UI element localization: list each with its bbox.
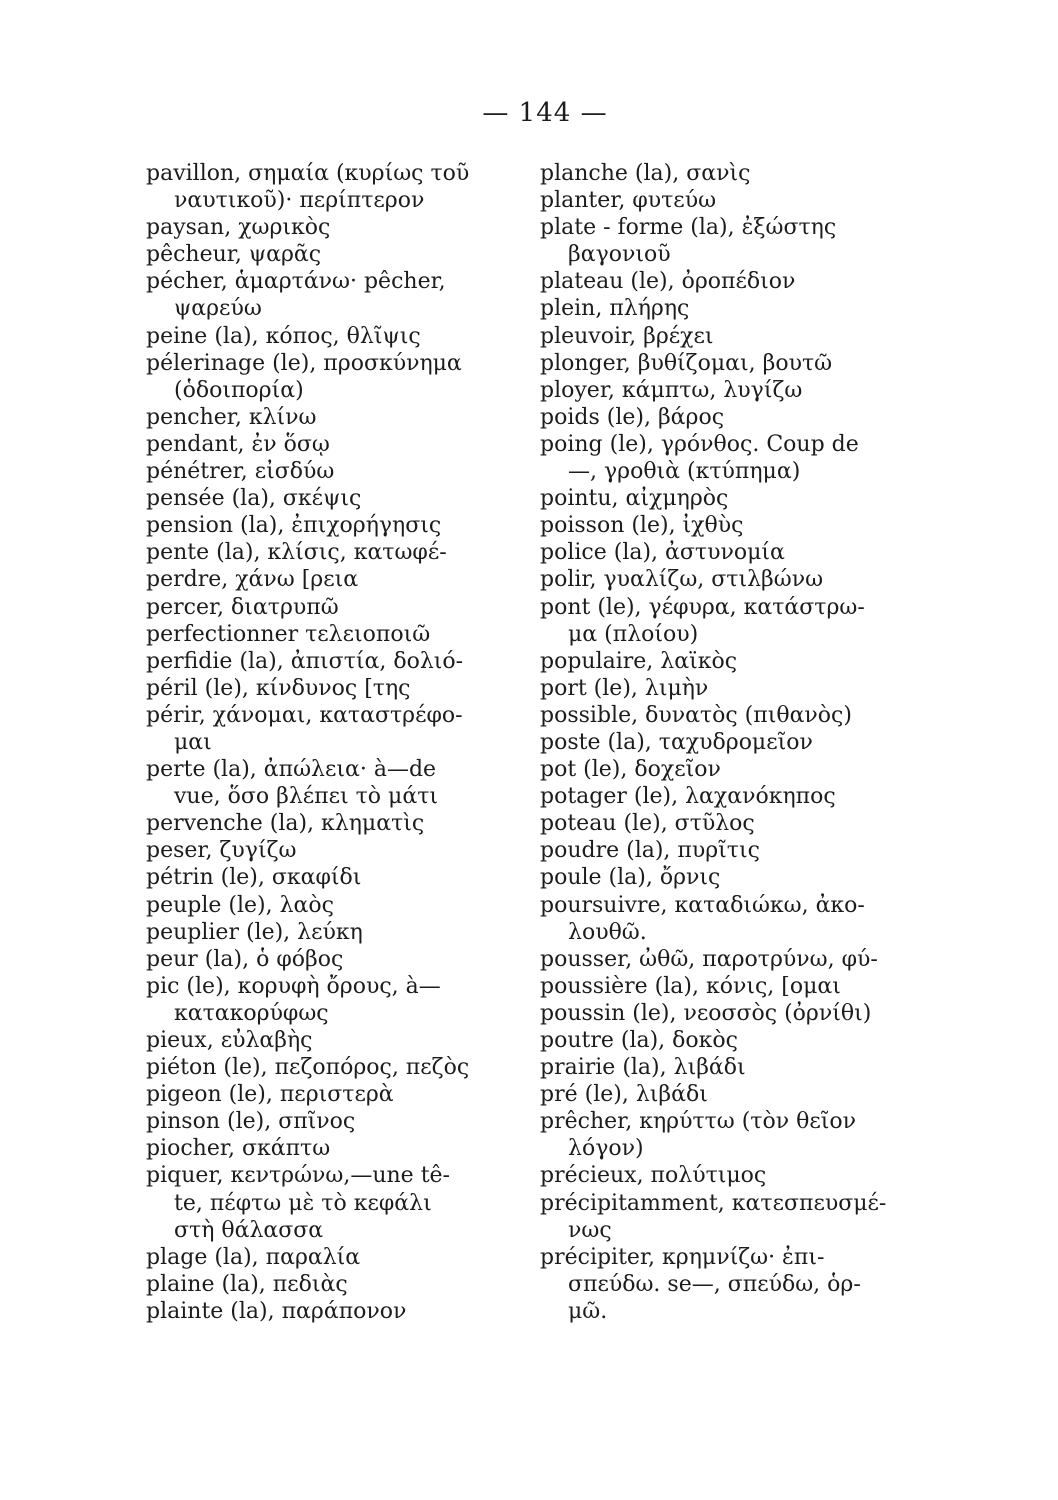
- entry-headline: pendant, ἐν ὅσῳ: [146, 431, 330, 457]
- left-column: [146, 160, 514, 1325]
- entry-headline: pinson (le), σπῖνος: [146, 1109, 356, 1135]
- dictionary-entry: [540, 187, 980, 214]
- entry-headline: pensée (la), σκέψις: [146, 486, 362, 512]
- dictionary-entry: [540, 892, 980, 946]
- entry-headline: plonger, βυθίζομαι, βουτῶ: [540, 350, 833, 376]
- entry-headline: port (le), λιμὴν: [540, 675, 709, 701]
- entry-headline: peuple (le), λαὸς: [146, 892, 334, 918]
- dictionary-entry: [146, 485, 514, 512]
- dictionary-entry: [146, 648, 514, 675]
- dictionary-entry: [146, 756, 514, 810]
- entry-headline: peuplier (le), λεύκη: [146, 919, 363, 945]
- entry-headline: pécher, ἁμαρτάνω· pêcher,: [146, 269, 446, 295]
- entry-headline: planter, φυτεύω: [540, 188, 717, 214]
- entry-headline: planche (la), σανὶς: [540, 161, 751, 186]
- entry-continuation: μῶ.: [568, 1298, 608, 1324]
- entry-headline: piéton (le), πεζοπόρος, πεζὸς: [146, 1055, 470, 1081]
- entry-headline: perfectionner τελειοποιῶ: [146, 621, 431, 647]
- entry-headline: plaine (la), πεδιὰς: [146, 1271, 348, 1297]
- entry-headline: poussin (le), νεοσσὸς (ὀρνίθι): [540, 1000, 872, 1026]
- entry-headline: précipitamment, κατεσπευσμέ-: [540, 1190, 887, 1216]
- dictionary-entry: [146, 539, 514, 566]
- entry-continuation: σπεύδω. se—, σπεύδω, ὁρ-: [568, 1271, 861, 1297]
- dictionary-entry: [540, 594, 980, 648]
- dictionary-entry: [146, 1081, 514, 1108]
- dictionary-entry: [146, 160, 514, 214]
- dictionary-entry: [540, 512, 980, 539]
- dictionary-entry: [540, 946, 980, 973]
- entry-headline: pension (la), ἐπιχορήγησις: [146, 513, 442, 539]
- entry-headline: pêcheur, ψαρᾶς: [146, 242, 322, 268]
- entry-headline: peine (la), κόπος, θλῖψις: [146, 323, 421, 349]
- dictionary-entry: [540, 404, 980, 431]
- entry-headline: pieux, εὐλαβὴς: [146, 1028, 313, 1053]
- dictionary-entry: [146, 864, 514, 891]
- entry-headline: potager (le), λαχανόκηπος: [540, 784, 836, 810]
- entry-continuation: νως: [568, 1217, 612, 1243]
- dictionary-entry: [540, 1081, 980, 1108]
- entry-headline: ployer, κάμπτω, λυγίζω: [540, 377, 803, 403]
- entry-headline: perte (la), ἀπώλεια· à—de: [146, 757, 437, 783]
- entry-headline: piocher, σκάπτω: [146, 1136, 331, 1162]
- dictionary-entry: [146, 1271, 514, 1298]
- entry-continuation: κατακορύφως: [174, 1000, 329, 1026]
- entry-headline: plein, πλήρης: [540, 296, 690, 322]
- dictionary-entry: [540, 837, 980, 864]
- dictionary-entry: [540, 485, 980, 512]
- entry-headline: plainte (la), παράπονον: [146, 1298, 407, 1324]
- entry-headline: perdre, χάνω [ρεια: [146, 567, 359, 593]
- dictionary-entry: [540, 756, 980, 783]
- entry-headline: plate - forme (la), ἐξώστης: [540, 215, 837, 241]
- dictionary-entry: [146, 404, 514, 431]
- entry-continuation: λουθῶ.: [568, 919, 647, 945]
- dictionary-entry: [540, 1244, 980, 1325]
- entry-headline: possible, δυνατὸς (πιθανὸς): [540, 702, 852, 728]
- entry-continuation: λόγον): [568, 1136, 644, 1162]
- entry-headline: poing (le), γρόνθος. Coup de: [540, 431, 859, 457]
- dictionary-entry: [146, 458, 514, 485]
- entry-continuation: ψαρεύω: [174, 296, 262, 322]
- dictionary-entry: [146, 675, 514, 702]
- dictionary-entry: [146, 512, 514, 539]
- dictionary-entry: [540, 214, 980, 268]
- dictionary-entry: [146, 1298, 514, 1325]
- dictionary-entry: [146, 1027, 514, 1054]
- entry-headline: précieux, πολύτιμος: [540, 1163, 767, 1189]
- dictionary-entry: [146, 350, 514, 404]
- dictionary-entry: [146, 268, 514, 322]
- dictionary-entry: [146, 973, 514, 1027]
- dictionary-entry: [540, 295, 980, 322]
- entry-headline: paysan, χωρικὸς: [146, 215, 331, 241]
- entry-headline: pervenche (la), κληματὶς: [146, 811, 425, 837]
- entry-continuation: μαι: [174, 729, 212, 755]
- entry-continuation: te, πέφτω μὲ τὸ κεφάλι: [174, 1190, 432, 1216]
- dictionary-entry: [540, 268, 980, 295]
- dictionary-entry: [540, 648, 980, 675]
- entry-headline: percer, διατρυπῶ: [146, 594, 339, 620]
- dictionary-entry: [540, 1054, 980, 1081]
- dictionary-entry: [540, 1162, 980, 1189]
- entry-headline: poste (la), ταχυδρομεῖον: [540, 729, 813, 755]
- entry-headline: pigeon (le), περιστερὰ: [146, 1082, 394, 1108]
- dictionary-entry: [540, 810, 980, 837]
- entry-headline: polir, γυαλίζω, στιλβώνω: [540, 567, 824, 593]
- entry-headline: précipiter, κρημνίζω· ἐπι-: [540, 1244, 825, 1270]
- dictionary-entry: [146, 1162, 514, 1243]
- entry-headline: pélerinage (le), προσκύνημα: [146, 350, 462, 376]
- dictionary-entry: [146, 1108, 514, 1135]
- dictionary-entry: [146, 241, 514, 268]
- entry-headline: périr, χάνομαι, καταστρέφο-: [146, 702, 463, 728]
- dictionary-entry: [540, 160, 980, 187]
- entry-headline: prairie (la), λιβάδι: [540, 1055, 746, 1081]
- entry-headline: poule (la), ὄρνις: [540, 865, 721, 891]
- dictionary-entry: [540, 864, 980, 891]
- entry-continuation: vue, ὅσο βλέπει τὸ μάτι: [174, 784, 438, 810]
- entry-headline: pénétrer, εἰσδύω: [146, 459, 335, 485]
- dictionary-entry: [146, 431, 514, 458]
- entry-headline: poteau (le), στῦλος: [540, 811, 755, 837]
- dictionary-entry: [540, 783, 980, 810]
- dictionary-entry: [540, 729, 980, 756]
- entry-headline: poids (le), βάρος: [540, 404, 725, 430]
- entry-headline: pleuvoir, βρέχει: [540, 323, 714, 349]
- dictionary-entry: [146, 1244, 514, 1271]
- entry-headline: peur (la), ὁ φόβος: [146, 946, 344, 972]
- dictionary-entry: [146, 837, 514, 864]
- dictionary-entry: [540, 1108, 980, 1162]
- dictionary-entry: [540, 675, 980, 702]
- entry-headline: pousser, ὠθῶ, παροτρύνω, φύ-: [540, 946, 878, 972]
- dictionary-entry: [146, 810, 514, 837]
- dictionary-entry: [540, 1000, 980, 1027]
- dictionary-entry: [540, 702, 980, 729]
- entry-headline: pavillon, σημαία (κυρίως τοῦ: [146, 161, 470, 186]
- dictionary-entry: [146, 1054, 514, 1081]
- entry-continuation: στὴ θάλασσα: [174, 1217, 324, 1243]
- entry-headline: poudre (la), πυρῖτις: [540, 838, 760, 864]
- dictionary-entry: [540, 539, 980, 566]
- entry-headline: populaire, λαϊκὸς: [540, 648, 738, 674]
- right-column: [540, 160, 980, 1325]
- dictionary-entry: [146, 919, 514, 946]
- entry-headline: pointu, αἰχμηρὸς: [540, 486, 729, 512]
- dictionary-entry: [540, 350, 980, 377]
- entry-headline: poutre (la), δοκὸς: [540, 1028, 738, 1053]
- dictionary-entry: [146, 946, 514, 973]
- entry-headline: péril (le), κίνδυνος [της: [146, 675, 411, 701]
- dictionary-entry: [146, 892, 514, 919]
- entry-headline: police (la), ἀστυνομία: [540, 540, 785, 566]
- entry-headline: pétrin (le), σκαφίδι: [146, 865, 362, 891]
- dictionary-entry: [540, 1190, 980, 1244]
- entry-headline: pic (le), κορυφὴ ὄρους, à—: [146, 973, 441, 999]
- entry-headline: prêcher, κηρύττω (τὸν θεῖον: [540, 1109, 856, 1135]
- entry-headline: pot (le), δοχεῖον: [540, 757, 721, 783]
- entry-headline: pente (la), κλίσις, κατωφέ-: [146, 540, 447, 566]
- entry-headline: poisson (le), ἰχθὺς: [540, 513, 744, 539]
- entry-headline: perfidie (la), ἀπιστία, δολιό-: [146, 648, 464, 674]
- entry-continuation: ναυτικοῦ)· περίπτερον: [174, 188, 425, 214]
- dictionary-entry: [146, 323, 514, 350]
- entry-headline: plage (la), παραλία: [146, 1244, 361, 1270]
- entry-headline: pencher, κλίνω: [146, 404, 317, 430]
- dictionary-entry: [540, 566, 980, 593]
- dictionary-entry: [146, 566, 514, 593]
- dictionary-entry: [146, 214, 514, 241]
- dictionary-entry: [540, 1027, 980, 1054]
- entry-headline: peser, ζυγίζω: [146, 838, 297, 864]
- dictionary-entry: [540, 377, 980, 404]
- dictionary-entry: [540, 431, 980, 485]
- entry-continuation: —, γροθιὰ (κτύπημα): [568, 459, 801, 485]
- dictionary-entry: [540, 973, 980, 1000]
- entry-headline: poursuivre, καταδιώκω, ἀκο-: [540, 892, 865, 918]
- dictionary-entry: [146, 621, 514, 648]
- dictionary-entry: [146, 702, 514, 756]
- dictionary-entry: [540, 323, 980, 350]
- dictionary-entry: [146, 594, 514, 621]
- entry-headline: poussière (la), κόνις, [ομαι: [540, 973, 841, 999]
- entry-headline: piquer, κεντρώνω,—une tê-: [146, 1163, 450, 1189]
- entry-headline: pont (le), γέφυρα, κατάστρω-: [540, 594, 865, 620]
- entry-continuation: βαγονιοῦ: [568, 242, 671, 268]
- entry-continuation: μα (πλοίου): [568, 621, 699, 647]
- entry-headline: plateau (le), ὀροπέδιον: [540, 269, 796, 295]
- page-number: — 144 —: [482, 98, 608, 128]
- entry-headline: pré (le), λιβάδι: [540, 1082, 708, 1108]
- dictionary-entry: [146, 1135, 514, 1162]
- entry-continuation: (ὁδοιπορία): [174, 377, 304, 403]
